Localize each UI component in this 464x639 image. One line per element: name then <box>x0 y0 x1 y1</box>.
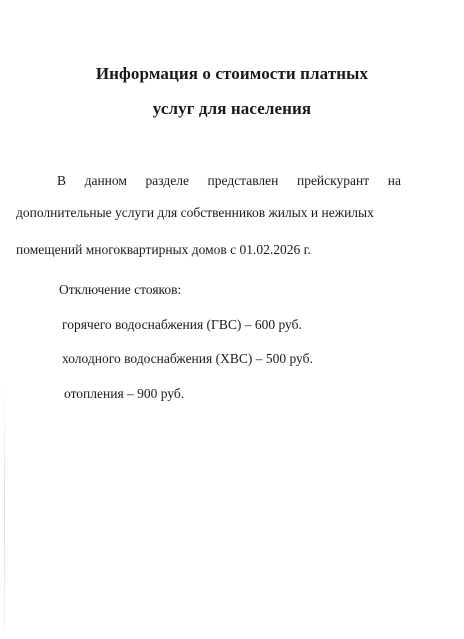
document-title-line-2: услуг для населения <box>152 99 312 118</box>
price-item-cold-water: холодного водоснабжения (ХВС) – 500 руб. <box>62 351 313 366</box>
paragraph-word: представлен <box>207 173 279 188</box>
scan-edge-shadow <box>4 380 5 630</box>
price-item-hot-water: горячего водоснабжения (ГВС) – 600 руб. <box>62 317 302 332</box>
paragraph-word: прейскурант <box>296 173 370 188</box>
price-item-heating: отопления – 900 руб. <box>64 386 185 401</box>
paragraph-line-1 <box>57 173 401 189</box>
paragraph-line-3: помещений многоквартирных домов с 01.02.2026 г. <box>16 242 312 257</box>
paragraph-word: на <box>387 173 401 188</box>
paragraph-word: разделе <box>145 173 189 188</box>
paragraph-word: данном <box>84 173 127 188</box>
section-heading: Отключение стояков: <box>59 282 182 297</box>
paragraph-word: В <box>57 173 67 188</box>
document-title-line-1: Информация о стоимости платных <box>95 64 369 83</box>
paragraph-line-2: дополнительные услуги для собственников жилых и нежилых <box>16 205 374 220</box>
